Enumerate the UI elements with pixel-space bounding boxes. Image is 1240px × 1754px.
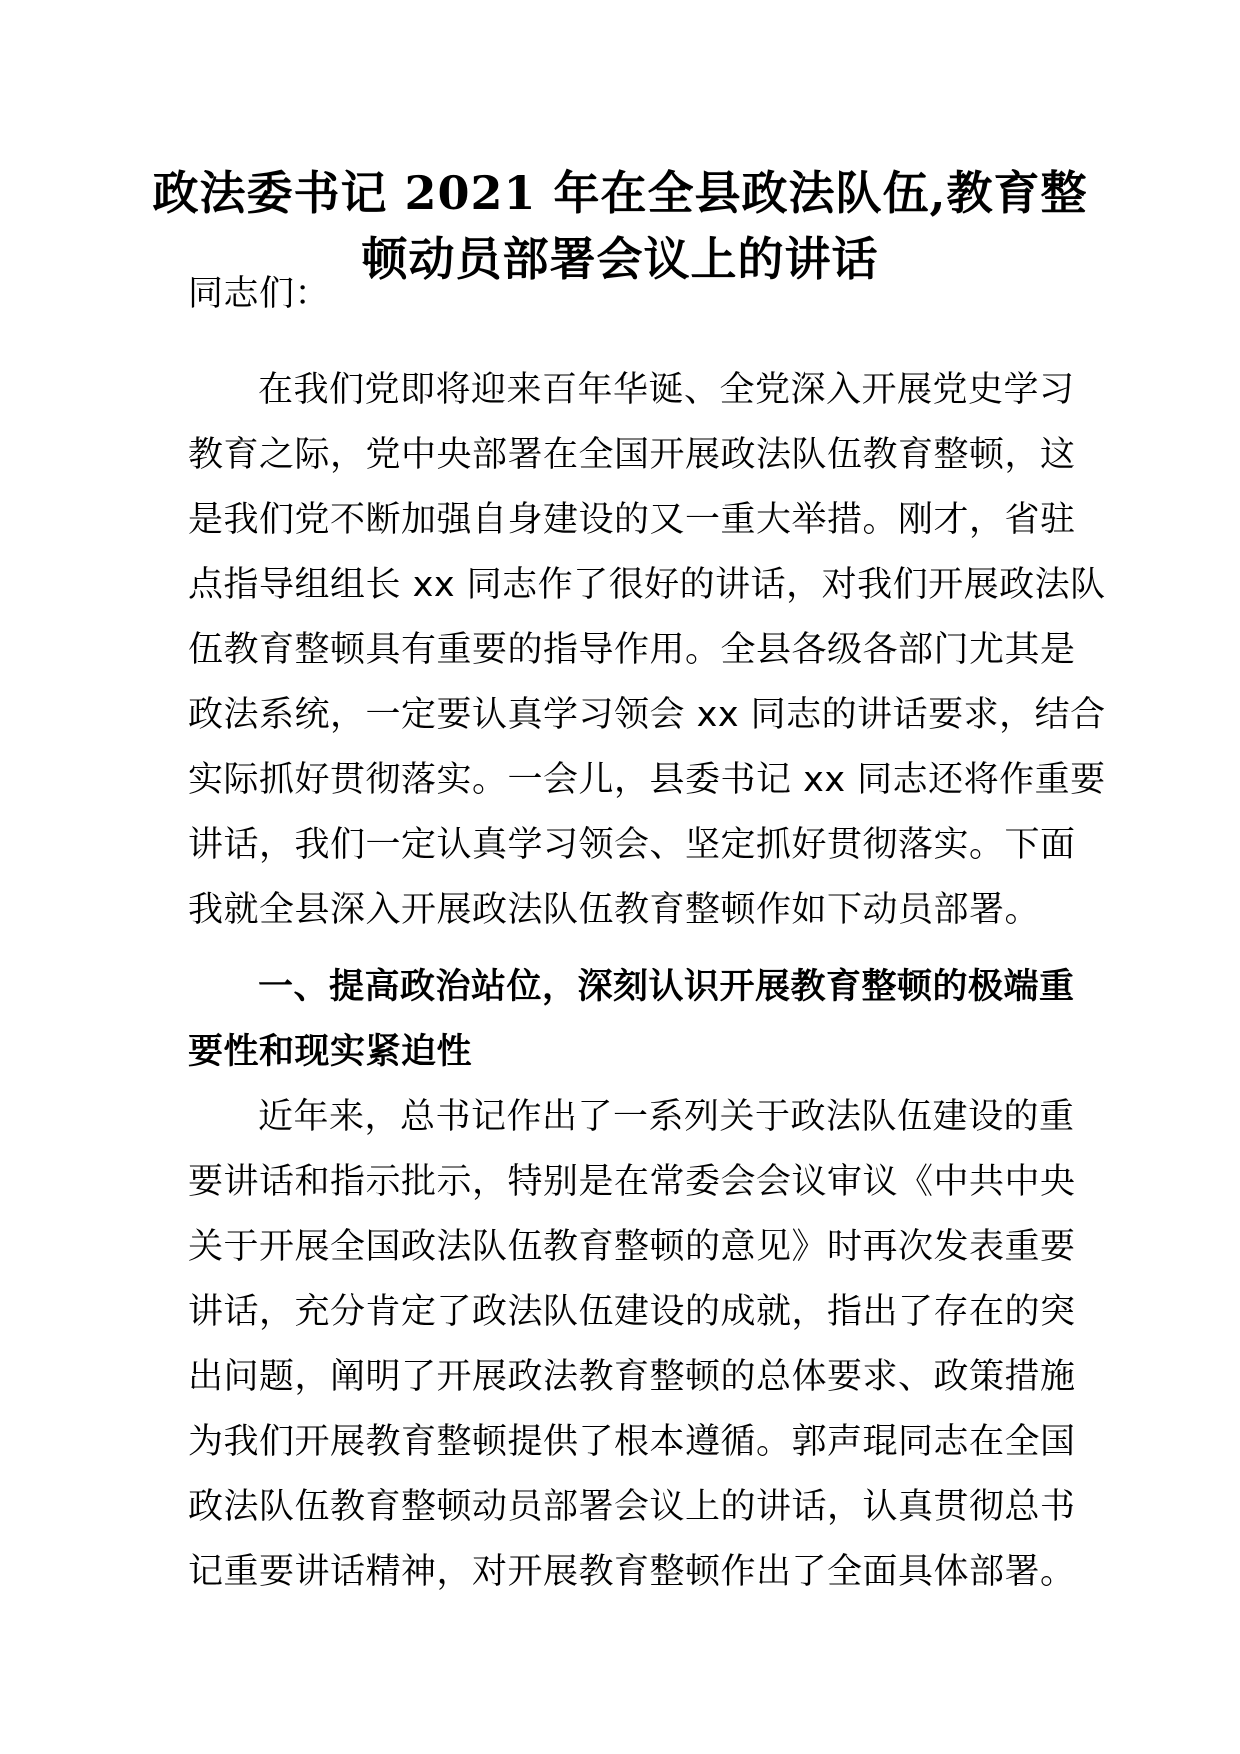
paragraph-line: 在我们党即将迎来百年华诞、全党深入开展党史学习 bbox=[258, 370, 1075, 410]
paragraph-line: 出问题，阐明了开展政法教育整顿的总体要求、政策措施 bbox=[188, 1357, 1076, 1397]
paragraph-line: 政法队伍教育整顿动员部署会议上的讲话，认真贯彻总书 bbox=[188, 1487, 1076, 1527]
paragraph-line: 我就全县深入开展政法队伍教育整顿作如下动员部署。 bbox=[188, 890, 1041, 930]
heading-line: 要性和现实紧迫性 bbox=[188, 1032, 473, 1072]
paragraph-intro bbox=[188, 358, 1106, 943]
salutation bbox=[188, 262, 1058, 327]
paragraph-line: 讲话，充分肯定了政法队伍建设的成就，指出了存在的突 bbox=[188, 1292, 1076, 1332]
paragraph-line: 是我们党不断加强自身建设的又一重大举措。刚才，省驻 bbox=[188, 500, 1076, 540]
title-line: 顿动员部署会议上的讲话 bbox=[361, 232, 879, 286]
paragraph-line: 近年来，总书记作出了一系列关于政法队伍建设的重 bbox=[258, 1097, 1075, 1137]
paragraph-line: 记重要讲话精神，对开展教育整顿作出了全面具体部署。 bbox=[188, 1552, 1076, 1592]
paragraph-line: 政法系统，一定要认真学习领会 xx 同志的讲话要求，结合 bbox=[188, 695, 1106, 735]
title-line: 政法委书记 2021 年在全县政法队伍,教育整 bbox=[152, 166, 1088, 220]
salutation-text: 同志们： bbox=[188, 274, 331, 314]
paragraph-section-1 bbox=[188, 1085, 1076, 1605]
paragraph-line: 要讲话和指示批示，特别是在常委会会议审议《中共中央 bbox=[188, 1162, 1076, 1202]
paragraph-line: 实际抓好贯彻落实。一会儿，县委书记 xx 同志还将作重要 bbox=[188, 760, 1106, 800]
section-heading-1 bbox=[188, 955, 1075, 1085]
heading-line: 一、提高政治站位，深刻认识开展教育整顿的极端重 bbox=[258, 967, 1075, 1007]
paragraph-line: 点指导组组长 xx 同志作了很好的讲话，对我们开展政法队 bbox=[188, 565, 1106, 605]
paragraph-line: 讲话，我们一定认真学习领会、坚定抓好贯彻落实。下面 bbox=[188, 825, 1076, 865]
paragraph-line: 为我们开展教育整顿提供了根本遵循。郭声琨同志在全国 bbox=[188, 1422, 1076, 1462]
paragraph-line: 伍教育整顿具有重要的指导作用。全县各级各部门尤其是 bbox=[188, 630, 1076, 670]
paragraph-line: 教育之际，党中央部署在全国开展政法队伍教育整顿，这 bbox=[188, 435, 1076, 475]
paragraph-line: 关于开展全国政法队伍教育整顿的意见》时再次发表重要 bbox=[188, 1227, 1076, 1267]
